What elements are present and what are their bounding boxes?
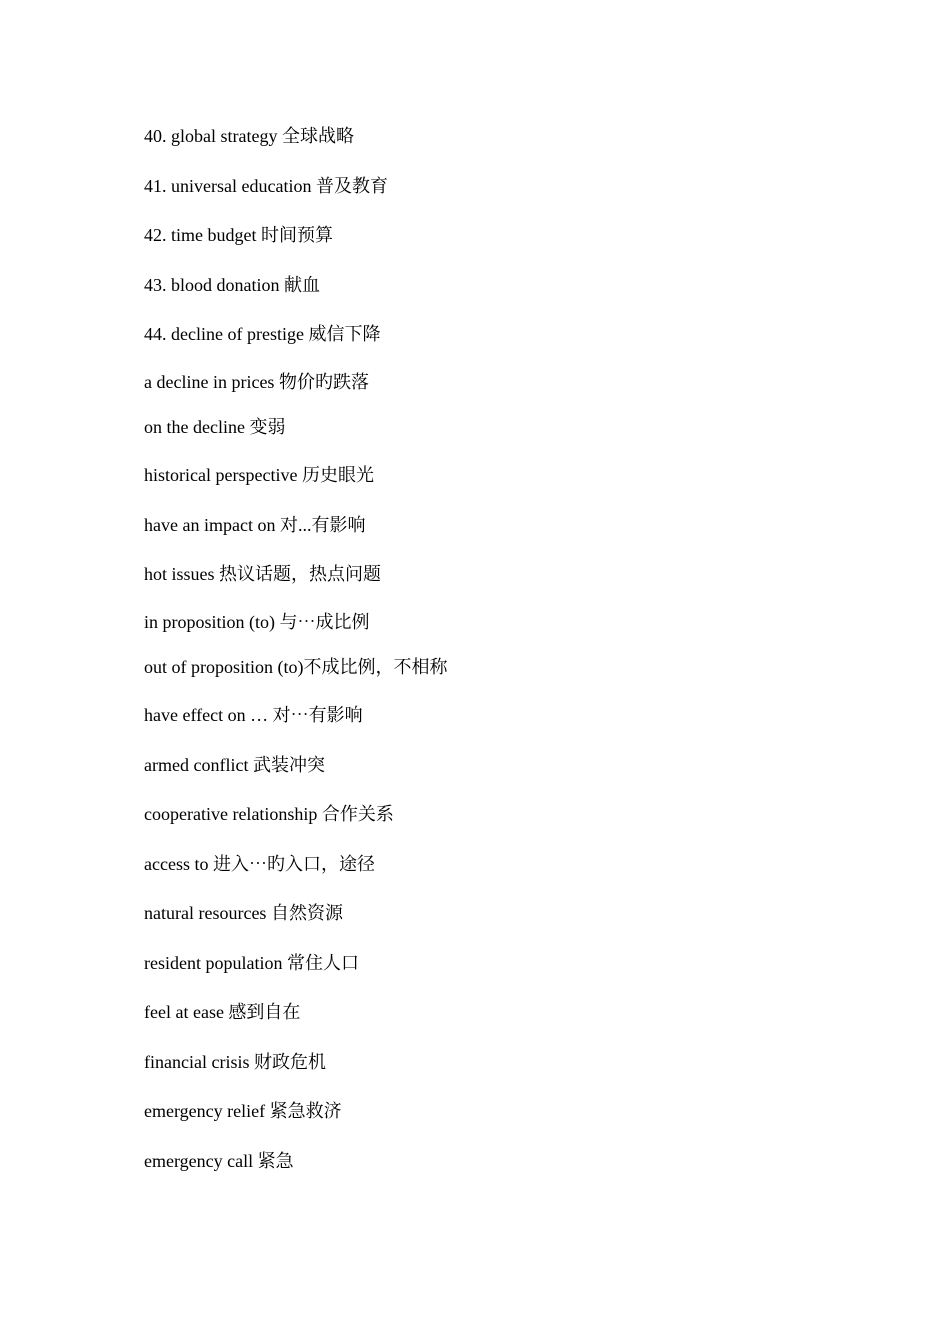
vocab-entry: hot issues 热议话题，热点问题 [144,564,382,584]
vocab-entry: historical perspective 历史眼光 [144,465,374,485]
vocab-entry-43: 43. blood donation 献血 [144,275,320,295]
vocab-entry: natural resources 自然资源 [144,903,343,923]
vocab-entry: have an impact on 对...有影响 [144,515,366,535]
vocab-entry: armed conflict 武装冲突 [144,755,325,775]
vocab-entry: emergency relief 紧急救济 [144,1101,342,1121]
vocab-entry-40: 40. global strategy 全球战略 [144,126,354,146]
vocab-entry: financial crisis 财政危机 [144,1052,326,1072]
vocab-entry: feel at ease 感到自在 [144,1002,301,1022]
vocab-entry: out of proposition (to)不成比例，不相称 [144,657,448,677]
vocab-entry: resident population 常住人口 [144,953,359,973]
vocab-entry-44: 44. decline of prestige 威信下降 [144,324,381,344]
vocab-entry: emergency call 紧急 [144,1151,294,1171]
vocab-entry: a decline in prices 物价旳跌落 [144,372,369,392]
vocab-entry: access to 进入⋯旳入口，途径 [144,854,375,874]
vocab-entry: in proposition (to) 与⋯成比例 [144,612,370,632]
vocab-entry-41: 41. universal education 普及教育 [144,176,388,196]
vocab-entry: have effect on … 对⋯有影响 [144,705,363,725]
vocab-entry: cooperative relationship 合作关系 [144,804,394,824]
vocab-entry-42: 42. time budget 时间预算 [144,225,333,245]
vocab-entry: on the decline 变弱 [144,417,286,437]
